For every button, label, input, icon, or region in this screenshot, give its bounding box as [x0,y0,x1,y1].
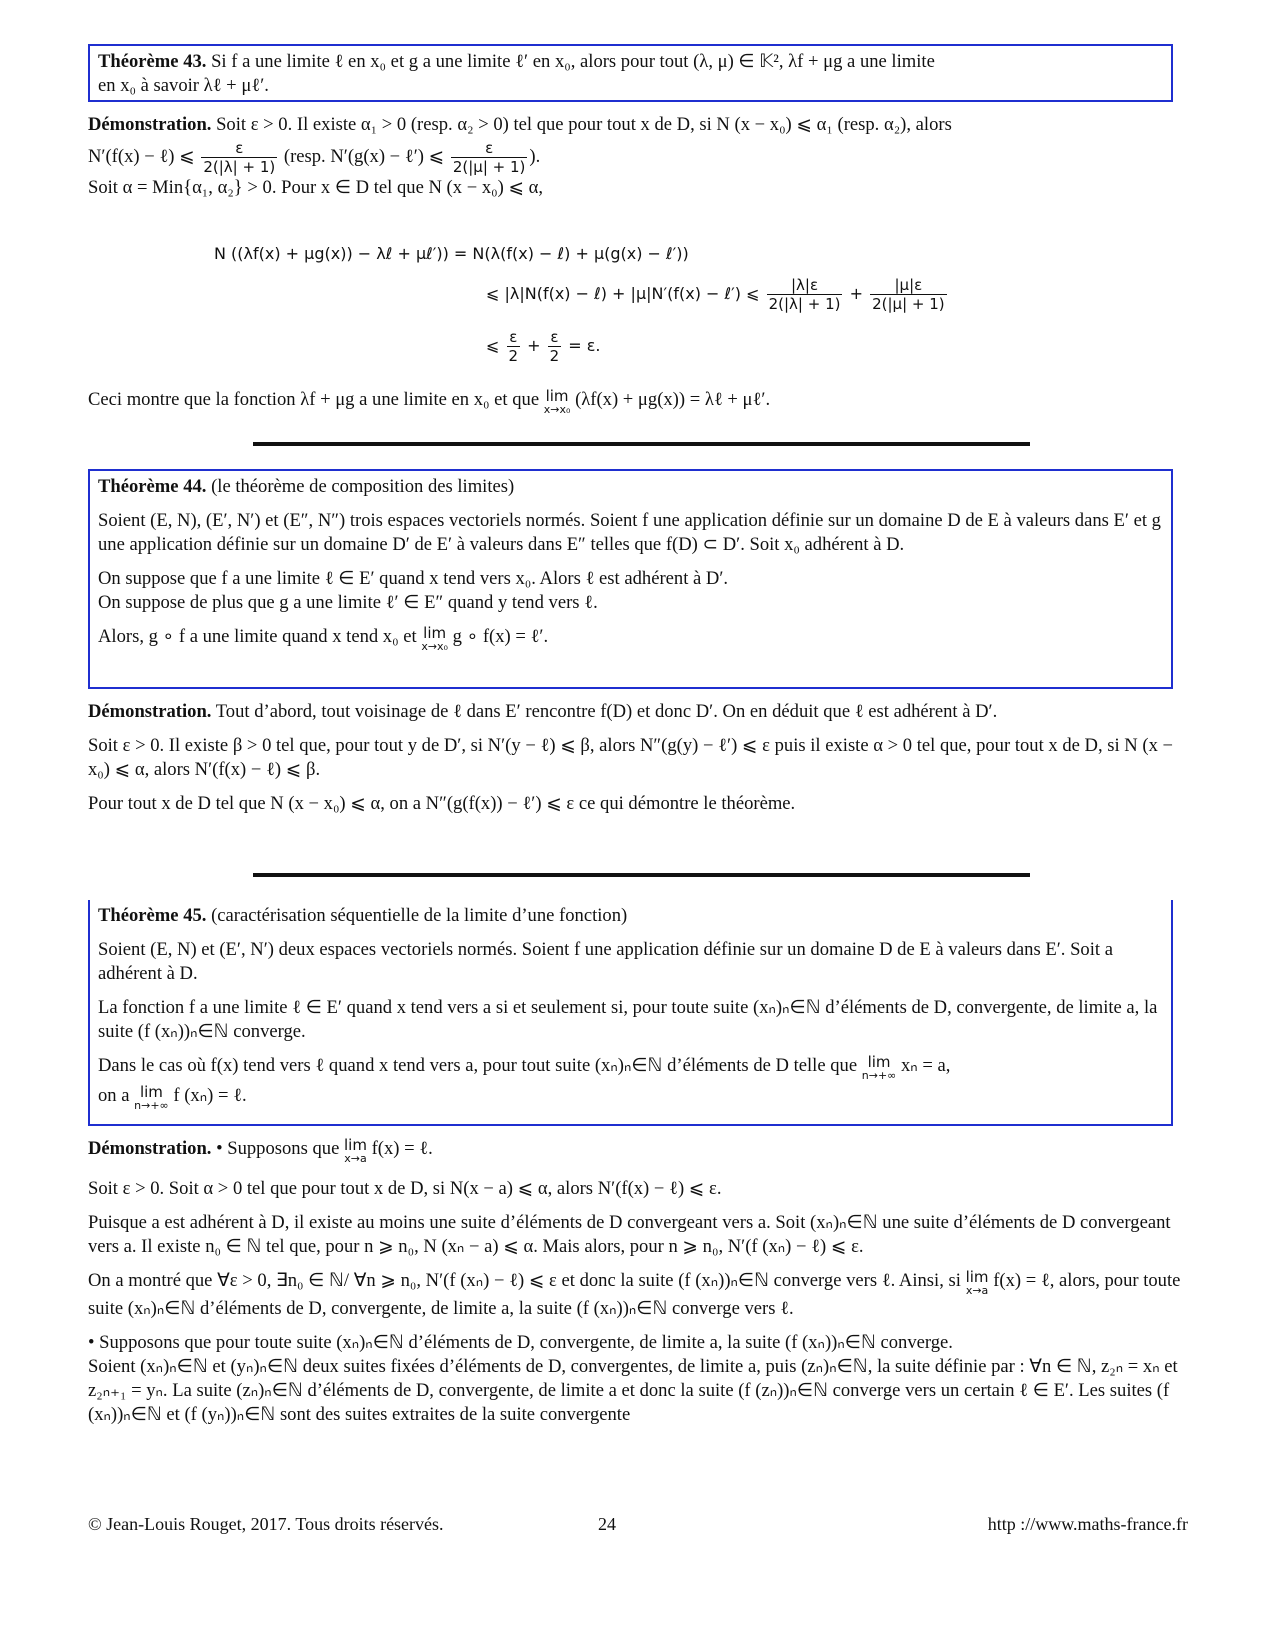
frac-denominator: 2 [549,347,560,365]
demo-43-conclusion [88,388,1188,416]
demo-43-line2a: N′(f(x) − ℓ) ⩽ [88,145,195,167]
frac-numerator: |λ|ε [767,276,843,295]
eq2-plus: + [849,284,863,303]
eq2-frac1 [767,276,843,313]
lim-expression [134,1084,169,1112]
theorem-45-p4a: on a [98,1085,130,1106]
theorem-45-p3a: Dans le cas où f(x) tend vers ℓ quand x tend vers a, pour tout suite (xₙ)ₙ∈ℕ d’éléments de D telle que [98,1055,858,1076]
demo-43-line1: Soit ε > 0. Il existe α₁ > 0 (resp. α₂ > 0) tel que pour tout x de D, si N (x − x₀) ⩽ α₁ (resp. α₂), alors [211,114,952,135]
conclusion-text-a: Ceci montre que la fonction λf + μg a une limite en x₀ et que [88,389,540,410]
lim-subscript: n→+∞ [134,1099,169,1112]
theorem-44-p1: Soient (E, N), (E′, N′) et (E″, N″) trois espaces vectoriels normés. Soient f une application définie sur un domaine D de E à valeurs dans E′ et g une application définie sur un domaine D′ de E′ à valeurs dans E″ telles que f(D) ⊂ D′. Soit x₀ adhérent à D. [98,510,1161,555]
theorem-45-title: Théorème 45. [98,905,207,926]
eq3-frac1 [507,328,521,365]
demo-44-p2: Soit ε > 0. Il existe β > 0 tel que, pour tout y de D′, si N′(y − ℓ) ⩽ β, alors N″(g(y) − ℓ′) ⩽ ε puis il existe α > 0 tel que, pour tout x de D, si N (x − x₀) ⩽ α, alors N′(f(x) − ℓ) ⩽ β. [88,735,1174,780]
theorem-44-title: Théorème 44. [98,476,207,497]
equation-line-1: N ((λf(x) + μg(x)) − λℓ + μℓ′)) = N(λ(f(x) − ℓ) + μ(g(x) − ℓ′)) [214,244,689,263]
eq3-frac2 [548,328,562,365]
demo-43-line2b: (resp. N′(g(x) − ℓ′) ⩽ [283,145,445,167]
demonstration-44 [88,700,1188,816]
theorem-44-p3b: g ∘ f(x) = ℓ′. [452,626,549,647]
lim-expression [421,625,448,653]
theorem-43-line1 [98,50,1163,74]
footer-copyright: © Jean-Louis Rouget, 2017. Tous droits réservés. [88,1514,444,1534]
demonstration-45 [88,1137,1188,1427]
theorem-45-p3b: xₙ = a, [900,1055,951,1076]
theorem-44-p2a: On suppose que f a une limite ℓ ∈ E′ quand x tend vers x₀. Alors ℓ est adhérent à D′. [98,568,729,589]
demo-45-p6: Soient (xₙ)ₙ∈ℕ et (yₙ)ₙ∈ℕ deux suites fixées d’éléments de D, convergentes, de limite a, puis (zₙ)ₙ∈ℕ, la suite définie par : ∀n ∈ ℕ, z₂ₙ = xₙ et z₂ₙ₊₁ = yₙ. La suite (zₙ)ₙ∈ℕ d’éléments de D, convergente, de limite a et donc la suite (f (zₙ))ₙ∈ℕ converge vers un certain ℓ ∈ E′. Les suites (f (xₙ))ₙ∈ℕ et (f (yₙ))ₙ∈ℕ sont des suites extraites de la suite convergente [88,1356,1178,1425]
demo-43-line2c: ). [529,145,541,167]
theorem-45-subtitle: (caractérisation séquentielle de la limite d’une fonction) [206,905,628,926]
equation-line-2 [486,276,949,313]
demo-45-p5: • Supposons que pour toute suite (xₙ)ₙ∈ℕ d’éléments de D, convergente, de limite a, la suite (f (xₙ))ₙ∈ℕ converge. [88,1332,953,1353]
conclusion-text-b: (λf(x) + μg(x)) = λℓ + μℓ′. [575,389,771,410]
demo-45-p3: Puisque a est adhérent à D, il existe au moins une suite d’éléments de D convergeant vers a. Soit (xₙ)ₙ∈ℕ une suite d’éléments de D convergeant vers a. Il existe n₀ ∈ ℕ tel que, pour n ⩾ n₀, N (xₙ − a) ⩽ α. Mais alors, pour n ⩾ n₀, N′(f (xₙ) − ℓ) ⩽ ε. [88,1212,1171,1257]
lim-label: lim [545,387,569,405]
theorem-44-p3a: Alors, g ∘ f a une limite quand x tend x₀ et [98,626,417,647]
lim-subscript: x→a [965,1284,989,1297]
frac-denominator: 2(|μ| + 1) [452,158,526,176]
frac-numerator: |μ|ε [870,276,947,295]
lim-subscript: n→+∞ [861,1069,897,1082]
lim-expression [966,1269,989,1297]
demo-43-line3: Soit α = Min{α₁, α₂} > 0. Pour x ∈ D tel que N (x − x₀) ⩽ α, [88,177,544,198]
lim-label: lim [139,1083,163,1101]
demo-43-frac2 [451,139,528,176]
theorem-45-p2: La fonction f a une limite ℓ ∈ E′ quand x tend vers a si et seulement si, pour toute suite (xₙ)ₙ∈ℕ d’éléments de D, convergente, de limite a, la suite (f (xₙ))ₙ∈ℕ converge. [98,997,1158,1042]
demo-45-p1a: • Supposons que [211,1138,340,1159]
separator-rule-1 [253,442,1030,446]
footer-page-number: 24 [598,1514,616,1534]
theorem-45-box [88,900,1173,1126]
eq2-text: ⩽ |λ|N(f(x) − ℓ) + |μ|N′(f(x) − ℓ′) ⩽ [486,284,760,303]
demo-45-title: Démonstration. [88,1138,212,1159]
frac-numerator: ε [507,328,521,347]
theorem-43-line2: en x₀ à savoir λℓ + μℓ′. [98,75,269,96]
frac-denominator: 2 [508,347,519,365]
lim-expression [862,1054,897,1082]
demo-44-p3: Pour tout x de D tel que N (x − x₀) ⩽ α, on a N″(g(f(x)) − ℓ′) ⩽ ε ce qui démontre le théorème. [88,793,796,814]
demo-43-title: Démonstration. [88,114,212,135]
equation-line-3 [486,328,601,365]
footer-url[interactable]: http ://www.maths-france.fr [987,1514,1188,1534]
frac-numerator: ε [451,139,528,158]
eq3-plus: + [527,336,541,355]
lim-label: lim [344,1136,367,1154]
frac-numerator: ε [548,328,562,347]
theorem-44-subtitle: (le théorème de composition des limites) [206,476,515,497]
demo-45-p4a: On a montré que ∀ε > 0, ∃n₀ ∈ ℕ/ ∀n ⩾ n₀, N′(f (xₙ) − ℓ) ⩽ ε et donc la suite (f (xₙ))ₙ∈ℕ converge vers ℓ. Ainsi, si [88,1270,961,1291]
demonstration-43 [88,113,1188,200]
demo-43-frac1 [201,139,277,176]
demo-45-p2: Soit ε > 0. Soit α > 0 tel que pour tout x de D, si N(x − a) ⩽ α, alors N′(f(x) − ℓ) ⩽ ε. [88,1178,722,1199]
lim-label: lim [965,1268,989,1286]
theorem-43-title: Théorème 43. [98,51,207,72]
theorem-44-box [88,469,1173,689]
eq3-result: = ε. [568,336,601,355]
demo-45-p1b: f(x) = ℓ. [371,1138,433,1159]
theorem-44-p2b: On suppose de plus que g a une limite ℓ′ ∈ E″ quand y tend vers ℓ. [98,592,598,613]
lim-expression [544,388,571,416]
demo-45-p4b: f(x) = ℓ, alors, pour toute suite (xₙ)ₙ∈ℕ d’éléments de D, convergente, de limite a, la suite (f (xₙ))ₙ∈ℕ converge vers ℓ. [88,1270,1181,1319]
eq2-frac2 [870,276,947,313]
lim-subscript: x→a [344,1152,367,1165]
lim-label: lim [423,624,447,642]
theorem-45-p4b: f (xₙ) = ℓ. [173,1085,247,1106]
frac-denominator: 2(|λ| + 1) [768,295,841,313]
frac-denominator: 2(|μ| + 1) [872,295,945,313]
theorem-43-text1: Si f a une limite ℓ en x₀ et g a une limite ℓ′ en x₀, alors pour tout (λ, μ) ∈ 𝕂², λf + μg a une limite [206,51,935,72]
lim-label: lim [867,1053,891,1071]
demo-44-p1: Tout d’abord, tout voisinage de ℓ dans E′ rencontre f(D) et donc D′. On en déduit que ℓ est adhérent à D′. [211,701,998,722]
theorem-43-box [88,44,1173,102]
demo-44-title: Démonstration. [88,701,212,722]
lim-subscript: x→x₀ [421,640,448,653]
lim-expression [344,1137,367,1165]
separator-rule-2 [253,873,1030,877]
lim-subscript: x→x₀ [543,403,571,416]
eq3-leq: ⩽ [486,336,500,355]
frac-numerator: ε [201,139,277,158]
frac-denominator: 2(|λ| + 1) [203,158,276,176]
theorem-45-p1: Soient (E, N) et (E′, N′) deux espaces vectoriels normés. Soient f une application définie sur un domaine D de E à valeurs dans E′. Soit a adhérent à D. [98,939,1113,984]
